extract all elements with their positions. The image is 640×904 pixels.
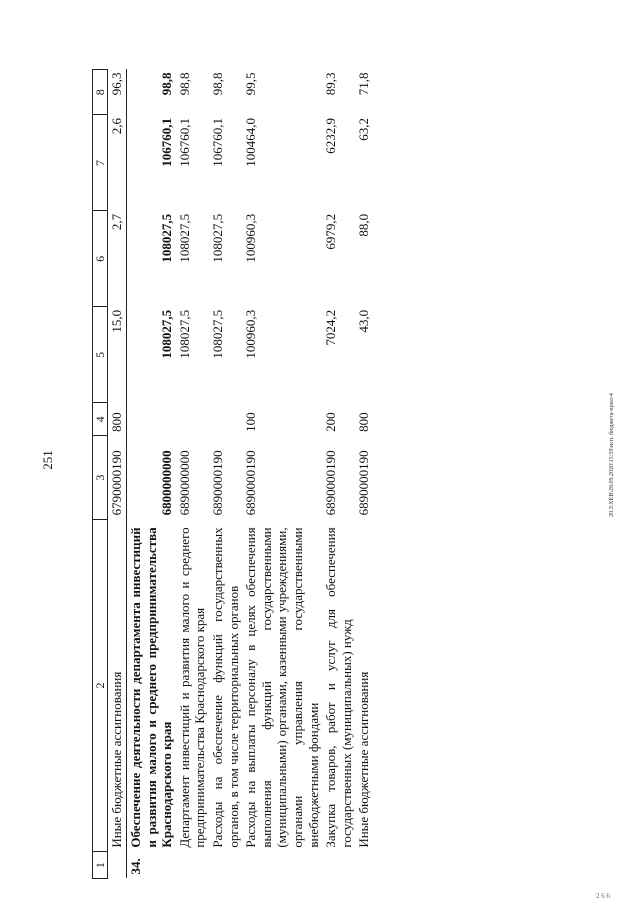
row-code: 6890000000 (176, 450, 192, 516)
column-header: 1 (93, 852, 108, 879)
table-row (242, 70, 322, 879)
row-value-col5: 7024,2 (323, 309, 339, 346)
row-expense-type: 800 (108, 403, 127, 436)
table-row (108, 70, 127, 879)
budget-table (92, 69, 373, 879)
row-expense-type (176, 403, 209, 436)
row-expense-type: 200 (323, 412, 339, 432)
row-value-col5: 100960,3 (243, 309, 259, 359)
row-value-col5: 108027,5 (176, 309, 192, 359)
row-value-col6: 100960,3 (243, 213, 259, 263)
column-header: 5 (93, 307, 108, 403)
row-expense-type: 800 (356, 412, 372, 432)
row-value-col5: 15,0 (108, 307, 127, 403)
row-value-col7: 106760,1 (159, 117, 175, 167)
row-value-col7: 100464,0 (243, 117, 259, 167)
row-value-col6: 6979,2 (323, 213, 339, 250)
row-number (322, 852, 355, 879)
corner-mark: 2 6 6 (596, 892, 610, 900)
row-value-col7: 106760,1 (209, 117, 225, 167)
row-code: 6890000190 (209, 450, 225, 516)
row-percent: 99,5 (243, 72, 259, 96)
row-value-col5: 108027,5 (159, 309, 175, 359)
row-name: Департамент инвестиций и развития малого и среднего предпринимательства Краснодарского края (176, 527, 208, 848)
row-value-col6: 88,0 (356, 213, 372, 237)
row-value-col7: 63,2 (356, 117, 372, 141)
row-name: Расходы на выплаты персоналу в целях обеспечения выполнения функций государственными (муниципальными) органами, казенными учреждениями, органами управления государственными внебюджетными фондами (243, 527, 321, 848)
table-body (108, 70, 373, 879)
row-name: Обеспечение деятельности департамента инвестиций и развития малого и среднего предпринимательства Краснодарского края (127, 527, 175, 848)
row-code: 6890000190 (243, 450, 259, 516)
table-row (355, 70, 373, 879)
row-expense-type: 100 (243, 412, 259, 432)
row-percent: 98,8 (176, 72, 192, 96)
document-footer-note: 20.3\XEB\28.09.2020\15:59\исп. бюджета-прил-4 (609, 393, 615, 517)
row-percent: 89,3 (323, 72, 339, 96)
row-percent: 96,3 (108, 70, 127, 115)
row-value-col6: 108027,5 (209, 213, 225, 263)
row-code: 6890000190 (356, 450, 372, 516)
row-value-col5: 43,0 (356, 309, 372, 333)
table-row (209, 70, 242, 879)
row-code: 6800000000 (159, 450, 175, 516)
row-expense-type (209, 403, 242, 436)
row-value-col6: 108027,5 (159, 213, 175, 263)
row-value-col6: 108027,5 (176, 213, 192, 263)
column-header: 6 (93, 211, 108, 307)
column-header: 2 (93, 519, 108, 851)
row-number (176, 852, 209, 879)
row-name: Иные бюджетные ассигнования (108, 519, 127, 851)
row-value-col7: 6232,9 (323, 117, 339, 154)
row-number: 34. (127, 858, 143, 875)
column-header: 3 (93, 436, 108, 520)
row-percent: 98,8 (209, 72, 225, 96)
table-row (176, 70, 209, 879)
column-header: 4 (93, 403, 108, 436)
row-name: Расходы на обеспечение функций государственных органов, в том числе территориальных органов (209, 527, 241, 848)
row-value-col5: 108027,5 (209, 309, 225, 359)
column-header: 7 (93, 115, 108, 211)
page-number: 251 (40, 450, 55, 470)
table-header-row (93, 70, 108, 879)
row-number (108, 852, 127, 879)
row-percent: 71,8 (356, 72, 372, 96)
table-row (322, 70, 355, 879)
row-code: 6790000190 (108, 436, 127, 520)
row-number (355, 852, 373, 879)
row-name: Иные бюджетные ассигнования (356, 671, 372, 848)
column-header: 8 (93, 70, 108, 115)
table-row (126, 70, 175, 879)
row-value-col6: 2,7 (108, 211, 127, 307)
row-value-col7: 106760,1 (176, 117, 192, 167)
row-percent: 98,8 (159, 72, 175, 96)
row-number (242, 852, 322, 879)
row-name: Закупка товаров, работ и услуг для обеспечения государственных (муниципальных) нужд (323, 527, 354, 848)
row-expense-type (126, 403, 175, 436)
row-value-col7: 2,6 (108, 115, 127, 211)
budget-table-container (92, 69, 562, 879)
row-code: 6890000190 (323, 450, 339, 516)
row-number (209, 852, 242, 879)
